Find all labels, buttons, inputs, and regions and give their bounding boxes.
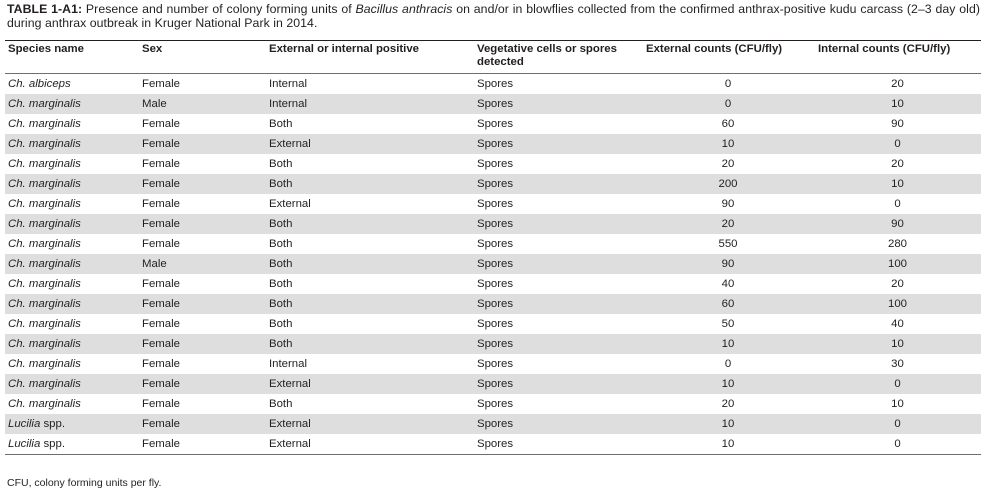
- cell-sex: Female: [139, 374, 266, 394]
- cell-external-count: 20: [721, 398, 735, 410]
- cell-species-name: [5, 174, 139, 194]
- cell-species-name: [5, 274, 139, 294]
- cell-detected: Spores: [474, 374, 642, 394]
- species-suffix: spp.: [40, 418, 65, 430]
- cell-internal-count: 0: [894, 198, 901, 210]
- cell-external-count: 40: [721, 278, 735, 290]
- species-italic: Ch. marginalis: [8, 158, 81, 170]
- header-row: [5, 41, 981, 74]
- table-row: [5, 254, 981, 274]
- cell-sex: Female: [139, 134, 266, 154]
- cell-positive-location: Both: [269, 118, 293, 130]
- cell-detected: Spores: [474, 214, 642, 234]
- cell-species-name: [5, 294, 139, 314]
- cell-detected: Spores: [474, 334, 642, 354]
- cell-sex: Female: [142, 198, 180, 210]
- cell-external-count: 60: [721, 118, 735, 130]
- cell-internal-count: 0: [894, 438, 901, 450]
- table-caption: [7, 3, 980, 30]
- species-italic: Ch. marginalis: [8, 278, 81, 290]
- caption-species-name: Bacillus anthracis: [355, 2, 453, 16]
- cell-species-name: [5, 254, 139, 274]
- species-italic: Ch. marginalis: [8, 378, 81, 390]
- cell-external-count: 550: [718, 238, 738, 250]
- cell-species-name: [5, 434, 139, 455]
- cell-external-count: 60: [642, 294, 814, 314]
- cell-external-count: 50: [721, 318, 735, 330]
- cell-detected: Spores: [477, 118, 514, 130]
- cell-species-name: [5, 154, 139, 174]
- cell-detected: Spores: [474, 134, 642, 154]
- cell-internal-count: 100: [814, 294, 981, 314]
- cell-external-count: 10: [642, 134, 814, 154]
- table-row: [5, 74, 981, 95]
- cell-external-count: 10: [642, 334, 814, 354]
- cell-detected: Spores: [474, 94, 642, 114]
- species-italic: Ch. marginalis: [8, 178, 81, 190]
- cell-positive-location: Both: [266, 254, 474, 274]
- species-italic: Ch. marginalis: [8, 398, 81, 410]
- header-internal-counts: Internal counts (CFU/fly): [818, 43, 951, 55]
- cell-detected: Spores: [477, 358, 514, 370]
- cell-species-name: [5, 214, 139, 234]
- cell-species-name: [5, 334, 139, 354]
- cell-detected: Spores: [477, 398, 514, 410]
- cell-internal-count: 0: [814, 134, 981, 154]
- cell-external-count: 90: [642, 254, 814, 274]
- table-row: [5, 414, 981, 434]
- cell-sex: Male: [139, 94, 266, 114]
- cell-detected: Spores: [477, 78, 514, 90]
- species-italic: Ch. marginalis: [8, 138, 81, 150]
- cell-species-name: [5, 394, 139, 414]
- cell-positive-location: External: [269, 438, 311, 450]
- table-row: [5, 174, 981, 194]
- header-external-counts: External counts (CFU/fly): [646, 43, 783, 55]
- cell-internal-count: 280: [887, 238, 907, 250]
- species-italic: Ch. marginalis: [8, 118, 81, 130]
- cell-species-name: [5, 314, 139, 334]
- cell-external-count: 20: [721, 158, 735, 170]
- cell-detected: Spores: [477, 238, 514, 250]
- cell-detected: Spores: [474, 414, 642, 434]
- cell-positive-location: Both: [269, 278, 293, 290]
- cell-positive-location: Both: [269, 238, 293, 250]
- species-italic: Ch. marginalis: [8, 298, 81, 310]
- species-italic: Lucilia: [8, 418, 41, 430]
- cell-positive-location: Both: [266, 294, 474, 314]
- cell-species-name: [5, 114, 139, 134]
- cell-internal-count: 0: [814, 374, 981, 394]
- cell-detected: Spores: [474, 174, 642, 194]
- table-row: [5, 334, 981, 354]
- cell-positive-location: Both: [266, 334, 474, 354]
- cell-detected: Spores: [477, 318, 514, 330]
- table-row: [5, 354, 981, 374]
- species-italic: Ch. marginalis: [8, 258, 81, 270]
- species-italic: Ch. marginalis: [8, 218, 81, 230]
- cell-internal-count: 0: [814, 414, 981, 434]
- cell-positive-location: Internal: [266, 94, 474, 114]
- cell-sex: Female: [142, 278, 180, 290]
- species-italic: Ch. marginalis: [8, 338, 81, 350]
- cell-sex: Female: [139, 334, 266, 354]
- table-label: TABLE 1-A1:: [7, 2, 83, 16]
- species-italic: Lucilia: [8, 438, 41, 450]
- table-row: [5, 394, 981, 414]
- table-row: [5, 234, 981, 254]
- header-sex: Sex: [142, 43, 163, 55]
- table-row: [5, 294, 981, 314]
- cell-external-count: 90: [721, 198, 735, 210]
- cell-sex: Female: [142, 78, 180, 90]
- cell-sex: Female: [139, 214, 266, 234]
- cell-detected: Spores: [477, 438, 514, 450]
- cell-detected: Spores: [477, 198, 514, 210]
- cell-species-name: [5, 414, 139, 434]
- table-row: [5, 314, 981, 334]
- cell-sex: Female: [142, 398, 180, 410]
- caption-text-part-2: on and/or in blowflies collected from the confirmed anthrax-positive kudu carcass (2–3 day old) during anthrax outbreak in Kruger National Park in 2014.: [7, 2, 980, 30]
- cell-positive-location: External: [266, 134, 474, 154]
- cell-internal-count: 30: [891, 358, 904, 370]
- cell-sex: Female: [142, 118, 180, 130]
- cell-sex: Female: [142, 158, 180, 170]
- cell-positive-location: External: [266, 414, 474, 434]
- cell-external-count: 200: [642, 174, 814, 194]
- cell-species-name: [5, 194, 139, 214]
- cell-positive-location: Both: [266, 214, 474, 234]
- cell-detected: Spores: [477, 278, 514, 290]
- cell-positive-location: Both: [269, 158, 293, 170]
- species-italic: Ch. marginalis: [8, 238, 81, 250]
- table-row: [5, 134, 981, 154]
- table-row: [5, 274, 981, 294]
- table-header: [5, 41, 981, 74]
- cell-internal-count: 10: [814, 174, 981, 194]
- species-italic: Ch. marginalis: [8, 318, 81, 330]
- cell-detected: Spores: [477, 158, 514, 170]
- cell-internal-count: 10: [814, 334, 981, 354]
- cell-external-count: 0: [724, 78, 732, 90]
- cell-sex: Female: [142, 318, 180, 330]
- cell-internal-count: 20: [891, 158, 904, 170]
- cell-internal-count: 20: [891, 78, 904, 90]
- cell-internal-count: 10: [891, 398, 904, 410]
- header-external-or-internal: External or internal positive: [269, 43, 420, 55]
- cell-positive-location: Internal: [269, 78, 307, 90]
- cell-species-name: [5, 374, 139, 394]
- cell-internal-count: 10: [814, 94, 981, 114]
- table-row: [5, 194, 981, 214]
- species-suffix: spp.: [40, 438, 65, 450]
- cell-positive-location: Internal: [269, 358, 307, 370]
- cell-species-name: [5, 134, 139, 154]
- table-row: [5, 374, 981, 394]
- data-table: [5, 40, 981, 455]
- cell-positive-location: Both: [269, 318, 293, 330]
- cell-sex: Female: [142, 438, 180, 450]
- species-italic: Ch. marginalis: [8, 358, 81, 370]
- cell-sex: Male: [139, 254, 266, 274]
- cell-sex: Female: [139, 414, 266, 434]
- species-italic: Ch. albiceps: [8, 78, 71, 90]
- cell-external-count: 20: [642, 214, 814, 234]
- table-row: [5, 434, 981, 455]
- cell-sex: Female: [139, 174, 266, 194]
- table-row: [5, 114, 981, 134]
- cell-external-count: 10: [642, 374, 814, 394]
- caption-text-part-1: Presence and number of colony forming units of: [82, 2, 356, 16]
- cell-external-count: 10: [721, 438, 735, 450]
- cell-positive-location: External: [269, 198, 311, 210]
- table-footnote: CFU, colony forming units per fly.: [7, 477, 162, 489]
- cell-species-name: [5, 234, 139, 254]
- cell-sex: Female: [142, 358, 180, 370]
- table-row: [5, 154, 981, 174]
- species-italic: Ch. marginalis: [8, 198, 81, 210]
- cell-species-name: [5, 74, 139, 95]
- cell-detected: Spores: [474, 294, 642, 314]
- cell-internal-count: 100: [814, 254, 981, 274]
- cell-positive-location: Both: [266, 174, 474, 194]
- cell-sex: Female: [142, 238, 180, 250]
- cell-species-name: [5, 354, 139, 374]
- table-row: [5, 214, 981, 234]
- header-species-name: Species name: [8, 43, 84, 55]
- cell-internal-count: 40: [891, 318, 904, 330]
- species-italic: Ch. marginalis: [8, 98, 81, 110]
- cell-external-count: 10: [642, 414, 814, 434]
- cell-internal-count: 90: [891, 118, 904, 130]
- header-cells-or-spores: Vegetative cells or spores detected: [477, 43, 617, 68]
- cell-external-count: 0: [642, 94, 814, 114]
- cell-species-name: [5, 94, 139, 114]
- cell-sex: Female: [139, 294, 266, 314]
- cell-internal-count: 90: [814, 214, 981, 234]
- cell-positive-location: External: [266, 374, 474, 394]
- cell-detected: Spores: [474, 254, 642, 274]
- cell-external-count: 0: [724, 358, 732, 370]
- cell-internal-count: 20: [891, 278, 904, 290]
- table-body: [5, 74, 981, 455]
- table-row: [5, 94, 981, 114]
- cell-positive-location: Both: [269, 398, 293, 410]
